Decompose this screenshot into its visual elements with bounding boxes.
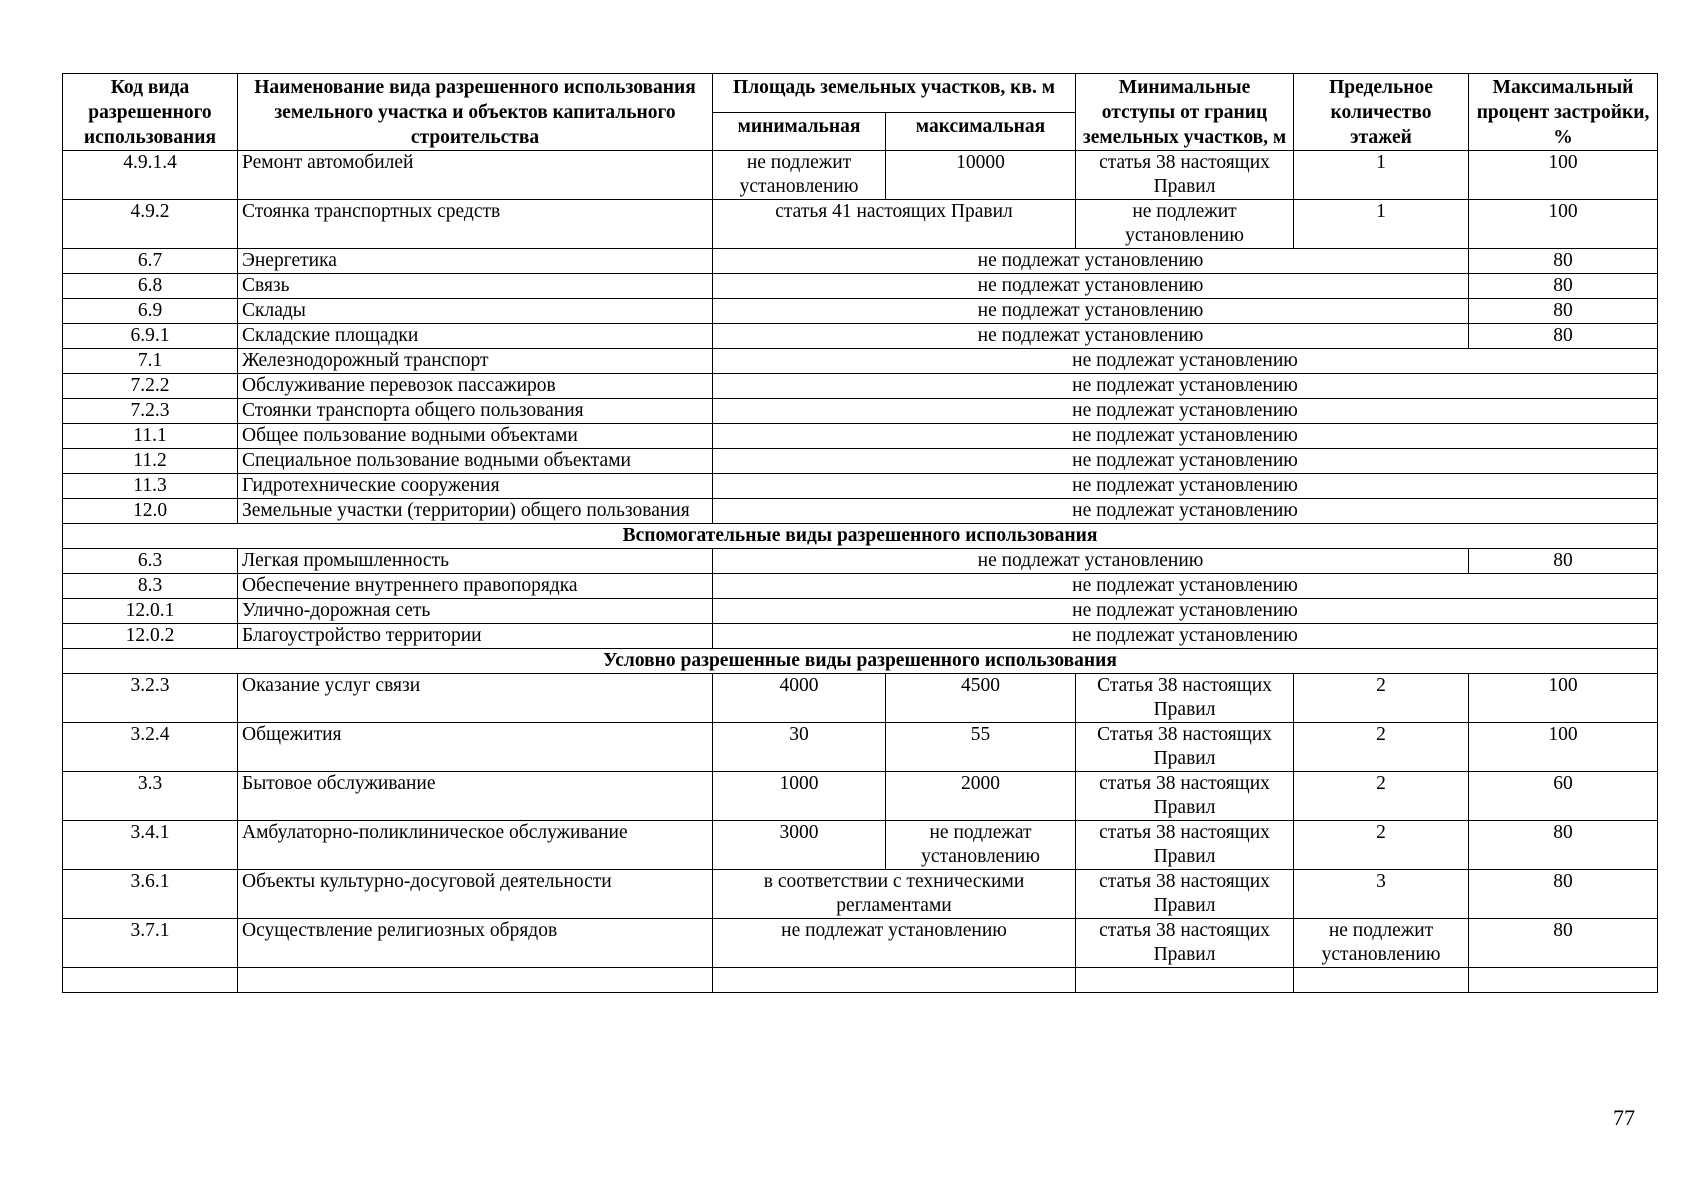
row-name: Благоустройство территории	[238, 624, 713, 649]
row-name: Энергетика	[238, 249, 713, 274]
row-code: 4.9.2	[63, 200, 238, 249]
table-row	[63, 599, 1658, 624]
table-row	[63, 249, 1658, 274]
row-coverage: 80	[1469, 299, 1658, 324]
row-floors: 2	[1294, 674, 1469, 723]
cond-section-title: Условно разрешенные виды разрешенного использования	[63, 649, 1658, 674]
header-floors: Предельное количество этажей	[1294, 74, 1469, 151]
header-area-min: минимальная	[713, 112, 886, 151]
row-floors: 1	[1294, 151, 1469, 200]
row-area: статья 41 настоящих Правил	[713, 200, 1076, 249]
row-coverage: 100	[1469, 151, 1658, 200]
row-name: Легкая промышленность	[238, 549, 713, 574]
table-row	[63, 274, 1658, 299]
row-merged-value: не подлежат установлению	[713, 574, 1658, 599]
row-name: Склады	[238, 299, 713, 324]
row-coverage: 80	[1469, 919, 1658, 968]
row-code: 6.8	[63, 274, 238, 299]
row-coverage: 80	[1469, 324, 1658, 349]
row-code: 3.2.3	[63, 674, 238, 723]
row-name: Улично-дорожная сеть	[238, 599, 713, 624]
table-row	[63, 349, 1658, 374]
table-row	[63, 772, 1658, 821]
row-name: Связь	[238, 274, 713, 299]
row-coverage: 100	[1469, 200, 1658, 249]
row-floors: 1	[1294, 200, 1469, 249]
row-setback: Статья 38 настоящих Правил	[1076, 674, 1294, 723]
row-code: 6.3	[63, 549, 238, 574]
row-floors: 2	[1294, 723, 1469, 772]
row-coverage: 80	[1469, 549, 1658, 574]
row-code: 12.0.2	[63, 624, 238, 649]
row-floors: 3	[1294, 870, 1469, 919]
row-code: 6.9	[63, 299, 238, 324]
header-name: Наименование вида разрешенного использования земельного участка и объектов капитального строительства	[238, 74, 713, 151]
aux-section-title: Вспомогательные виды разрешенного использования	[63, 524, 1658, 549]
row-merged-value: не подлежат установлению	[713, 299, 1469, 324]
row-code: 3.7.1	[63, 919, 238, 968]
table-row	[63, 151, 1658, 200]
row-name: Общежития	[238, 723, 713, 772]
table-row	[63, 549, 1658, 574]
row-code: 3.6.1	[63, 870, 238, 919]
row-name: Общее пользование водными объектами	[238, 424, 713, 449]
row-code: 8.3	[63, 574, 238, 599]
row-merged-value: не подлежат установлению	[713, 549, 1469, 574]
row-area-max: 10000	[886, 151, 1076, 200]
row-code: 3.2.4	[63, 723, 238, 772]
table-row	[63, 919, 1658, 968]
row-area-max: 4500	[886, 674, 1076, 723]
table-row	[63, 674, 1658, 723]
row-floors: 2	[1294, 821, 1469, 870]
row-name: Обеспечение внутреннего правопорядка	[238, 574, 713, 599]
row-area-min: 4000	[713, 674, 886, 723]
row-name: Складские площадки	[238, 324, 713, 349]
row-code: 11.3	[63, 474, 238, 499]
table-row	[63, 499, 1658, 524]
row-merged-value: не подлежат установлению	[713, 474, 1658, 499]
row-area: в соответствии с техническими регламентами	[713, 870, 1076, 919]
row-setback: статья 38 настоящих Правил	[1076, 870, 1294, 919]
table-row	[63, 474, 1658, 499]
table-row	[63, 870, 1658, 919]
row-merged-value: не подлежат установлению	[713, 599, 1658, 624]
row-merged-value: не подлежат установлению	[713, 449, 1658, 474]
row-coverage: 100	[1469, 674, 1658, 723]
row-code: 12.0	[63, 499, 238, 524]
row-setback: статья 38 настоящих Правил	[1076, 772, 1294, 821]
header-area: Площадь земельных участков, кв. м	[713, 74, 1076, 113]
table-row	[63, 449, 1658, 474]
row-name: Стоянки транспорта общего пользования	[238, 399, 713, 424]
row-merged-value: не подлежат установлению	[713, 424, 1658, 449]
table-row	[63, 723, 1658, 772]
empty-cell	[713, 968, 1076, 993]
row-area: не подлежат установлению	[713, 919, 1076, 968]
row-floors: 2	[1294, 772, 1469, 821]
table-row	[63, 200, 1658, 249]
header-setback: Минимальные отступы от границ земельных участков, м	[1076, 74, 1294, 151]
page-number: 77	[1613, 1105, 1635, 1130]
row-setback: Статья 38 настоящих Правил	[1076, 723, 1294, 772]
empty-cell	[1294, 968, 1469, 993]
row-name: Осуществление религиозных обрядов	[238, 919, 713, 968]
row-name: Бытовое обслуживание	[238, 772, 713, 821]
row-coverage: 80	[1469, 870, 1658, 919]
row-code: 6.7	[63, 249, 238, 274]
row-code: 12.0.1	[63, 599, 238, 624]
row-setback: статья 38 настоящих Правил	[1076, 919, 1294, 968]
row-code: 7.1	[63, 349, 238, 374]
row-code: 11.2	[63, 449, 238, 474]
row-name: Ремонт автомобилей	[238, 151, 713, 200]
row-name: Железнодорожный транспорт	[238, 349, 713, 374]
row-name: Гидротехнические сооружения	[238, 474, 713, 499]
table-row	[63, 624, 1658, 649]
header-code: Код вида разрешенного использования	[63, 74, 238, 151]
row-merged-value: не подлежат установлению	[713, 324, 1469, 349]
row-area-min: 30	[713, 723, 886, 772]
row-code: 7.2.2	[63, 374, 238, 399]
table-row	[63, 821, 1658, 870]
row-coverage: 100	[1469, 723, 1658, 772]
row-area-max: не подлежат установлению	[886, 821, 1076, 870]
row-setback: статья 38 настоящих Правил	[1076, 821, 1294, 870]
row-merged-value: не подлежат установлению	[713, 624, 1658, 649]
empty-cell	[63, 968, 238, 993]
section-header-row	[63, 524, 1658, 549]
row-coverage: 80	[1469, 274, 1658, 299]
table-row	[63, 574, 1658, 599]
empty-row	[63, 968, 1658, 993]
row-area-max: 2000	[886, 772, 1076, 821]
row-area-max: 55	[886, 723, 1076, 772]
empty-cell	[1469, 968, 1658, 993]
row-name: Амбулаторно-поликлиническое обслуживание	[238, 821, 713, 870]
table-row	[63, 299, 1658, 324]
empty-cell	[1076, 968, 1294, 993]
row-area-min: 1000	[713, 772, 886, 821]
row-coverage: 80	[1469, 821, 1658, 870]
row-code: 3.3	[63, 772, 238, 821]
row-name: Специальное пользование водными объектами	[238, 449, 713, 474]
row-name: Оказание услуг связи	[238, 674, 713, 723]
table-row	[63, 399, 1658, 424]
row-coverage: 80	[1469, 249, 1658, 274]
row-area-min: 3000	[713, 821, 886, 870]
row-merged-value: не подлежат установлению	[713, 249, 1469, 274]
row-code: 3.4.1	[63, 821, 238, 870]
row-floors: не подлежит установлению	[1294, 919, 1469, 968]
row-merged-value: не подлежат установлению	[713, 349, 1658, 374]
row-name: Обслуживание перевозок пассажиров	[238, 374, 713, 399]
header-area-max: максимальная	[886, 112, 1076, 151]
row-name: Стоянка транспортных средств	[238, 200, 713, 249]
table-row	[63, 324, 1658, 349]
row-code: 6.9.1	[63, 324, 238, 349]
row-coverage: 60	[1469, 772, 1658, 821]
row-merged-value: не подлежат установлению	[713, 399, 1658, 424]
empty-cell	[238, 968, 713, 993]
section-header-row	[63, 649, 1658, 674]
row-code: 7.2.3	[63, 399, 238, 424]
row-code: 11.1	[63, 424, 238, 449]
row-name: Объекты культурно-досуговой деятельности	[238, 870, 713, 919]
row-name: Земельные участки (территории) общего пользования	[238, 499, 713, 524]
row-merged-value: не подлежат установлению	[713, 274, 1469, 299]
row-merged-value: не подлежат установлению	[713, 374, 1658, 399]
header-coverage: Максимальный процент застройки, %	[1469, 74, 1658, 151]
row-merged-value: не подлежат установлению	[713, 499, 1658, 524]
table-row	[63, 374, 1658, 399]
regulations-table	[62, 73, 1658, 993]
row-area-min: не подлежит установлению	[713, 151, 886, 200]
table-row	[63, 424, 1658, 449]
row-setback: не подлежит установлению	[1076, 200, 1294, 249]
row-setback: статья 38 настоящих Правил	[1076, 151, 1294, 200]
row-code: 4.9.1.4	[63, 151, 238, 200]
